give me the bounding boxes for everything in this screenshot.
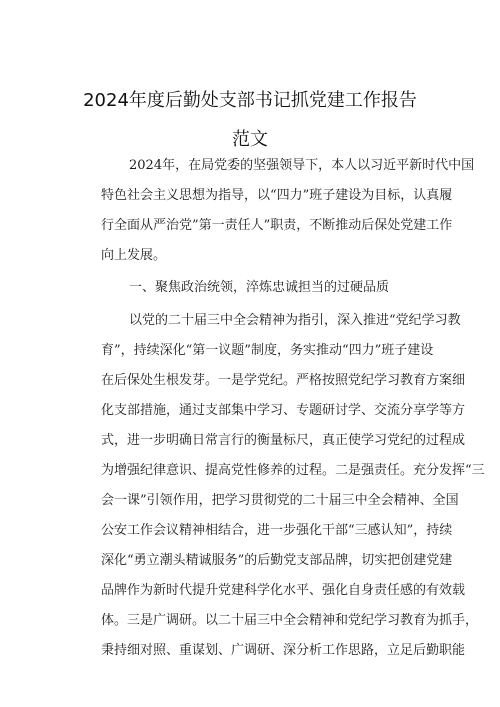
paragraph-line: 在后保处生根发芽。一是学党纪。严格按照党纪学习教育方案细 xyxy=(101,373,466,388)
paragraph-line: 化支部措施，通过支部集中学习、专题研讨学、交流分享学等方 xyxy=(101,403,466,418)
paragraph-line: 深化“勇立潮头精诚服务”的后勤党支部品牌，切实把创建党建 xyxy=(101,553,453,568)
paragraph-line: 2024年，在局党委的坚强领导下，本人以习近平新时代中国 xyxy=(129,158,475,173)
paragraph-line: 特色社会主义思想为指导，以“四力”班子建设为目标，认真履 xyxy=(101,188,453,203)
paragraph-line: 秉持细对照、重谋划、广调研、深分析工作思路，立足后勤职能 xyxy=(101,643,466,658)
paragraph-line: 为增强纪律意识、提高党性修养的过程。二是强责任。充分发挥“三 xyxy=(101,463,485,478)
document-title-continued: 范文 xyxy=(232,129,268,150)
paragraph-line: 体。三是广调研。以二十届三中全会精神和党纪学习教育为抓手， xyxy=(101,613,479,628)
paragraph-line: 育”，持续深化“第一议题”制度，务实推动“四力”班子建设 xyxy=(101,343,434,358)
paragraph-line: 向上发展。 xyxy=(101,248,167,263)
paragraph-line: 品牌作为新时代提升党建科学化水平、强化自身责任感的有效载 xyxy=(101,583,466,598)
paragraph-line: 会一课”引领作用，把学习贯彻党的二十届三中全会精神、全国 xyxy=(101,493,459,508)
paragraph-line: 公安工作会议精神相结合，进一步强化干部“三感认知”，持续 xyxy=(101,523,453,538)
section-heading: 一、聚焦政治统领，淬炼忠诚担当的过硬品质 xyxy=(129,280,390,295)
paragraph-line: 行全面从严治党”第一责任人”职责，不断推动后保处党建工作 xyxy=(101,218,453,233)
paragraph-line: 以党的二十届三中全会精神为指引，深入推进“党纪学习教 xyxy=(129,313,461,328)
document-title: 2024年度后勤处支部书记抓党建工作报告 xyxy=(83,90,417,111)
paragraph-line: 式，进一步明确日常言行的衡量标尺，真正使学习党纪的过程成 xyxy=(101,433,466,448)
